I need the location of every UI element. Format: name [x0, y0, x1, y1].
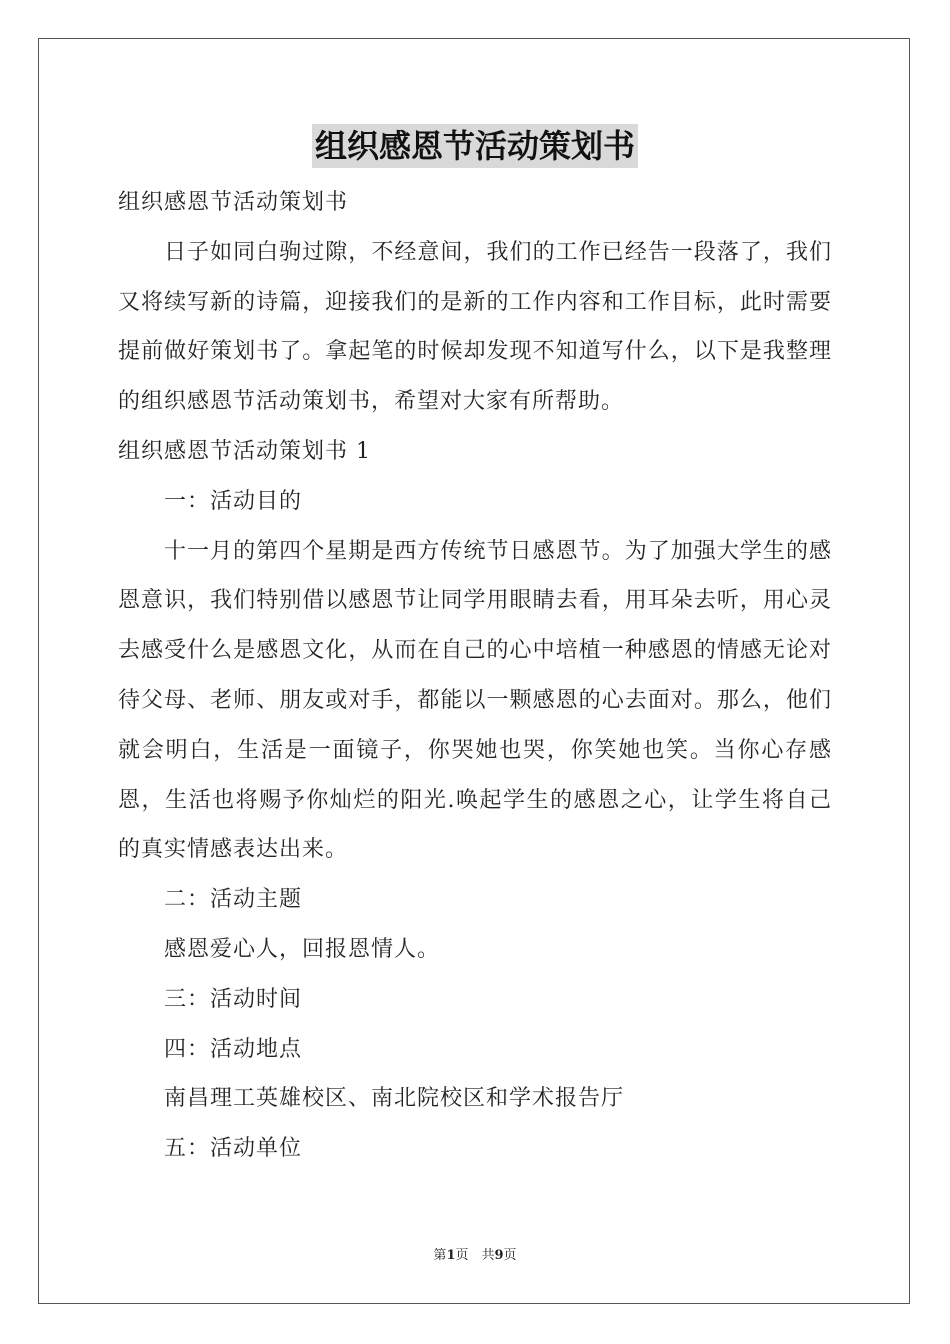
section-heading: 组织感恩节活动策划书 1: [118, 438, 371, 464]
document-title: 组织感恩节活动策划书: [312, 124, 638, 168]
document-body: [118, 178, 832, 1174]
item-heading-theme: 二：活动主题: [164, 887, 303, 913]
theme-paragraph: 感恩爱心人，回报恩情人。: [164, 936, 441, 962]
footer-page-current: 1: [446, 1248, 456, 1263]
footer-page-suffix: 页: [503, 1248, 517, 1263]
footer-page-mid: 页 共: [455, 1248, 495, 1263]
subtitle-paragraph: 组织感恩节活动策划书: [118, 190, 349, 215]
item-heading-purpose: 一：活动目的: [164, 488, 303, 514]
footer-page-prefix: 第: [433, 1248, 447, 1263]
location-paragraph: 南昌理工英雄校区、南北院校区和学术报告厅: [164, 1086, 625, 1112]
purpose-paragraph: 十一月的第四个星期是西方传统节日感恩节。为了加强大学生的感恩意识，我们特别借以感恩节让同学用眼睛去看，用耳朵去听，用心灵去感受什么是感恩文化，从而在自己的心中培植一种感恩的情感无论对待父母、老师、朋友或对手，都能以一颗感恩的心去面对。那么，他们就会明白，生活是一面镜子，你哭她也哭，你笑她也笑。当你心存感恩，生活也将赐予你灿烂的阳光.唤起学生的感恩之心，让学生将自己的真实情感表达出来。: [118, 538, 832, 863]
page-footer: [0, 1244, 950, 1263]
item-heading-time: 三：活动时间: [164, 986, 303, 1012]
footer-page-total: 9: [494, 1248, 504, 1263]
item-heading-unit: 五：活动单位: [164, 1136, 303, 1162]
title-container: [0, 124, 950, 168]
intro-paragraph: 日子如同白驹过隙，不经意间，我们的工作已经告一段落了，我们又将续写新的诗篇，迎接我们的是新的工作内容和工作目标，此时需要提前做好策划书了。拿起笔的时候却发现不知道写什么，以下是我整理的组织感恩节活动策划书，希望对大家有所帮助。: [118, 239, 832, 415]
item-heading-location: 四：活动地点: [164, 1036, 303, 1062]
